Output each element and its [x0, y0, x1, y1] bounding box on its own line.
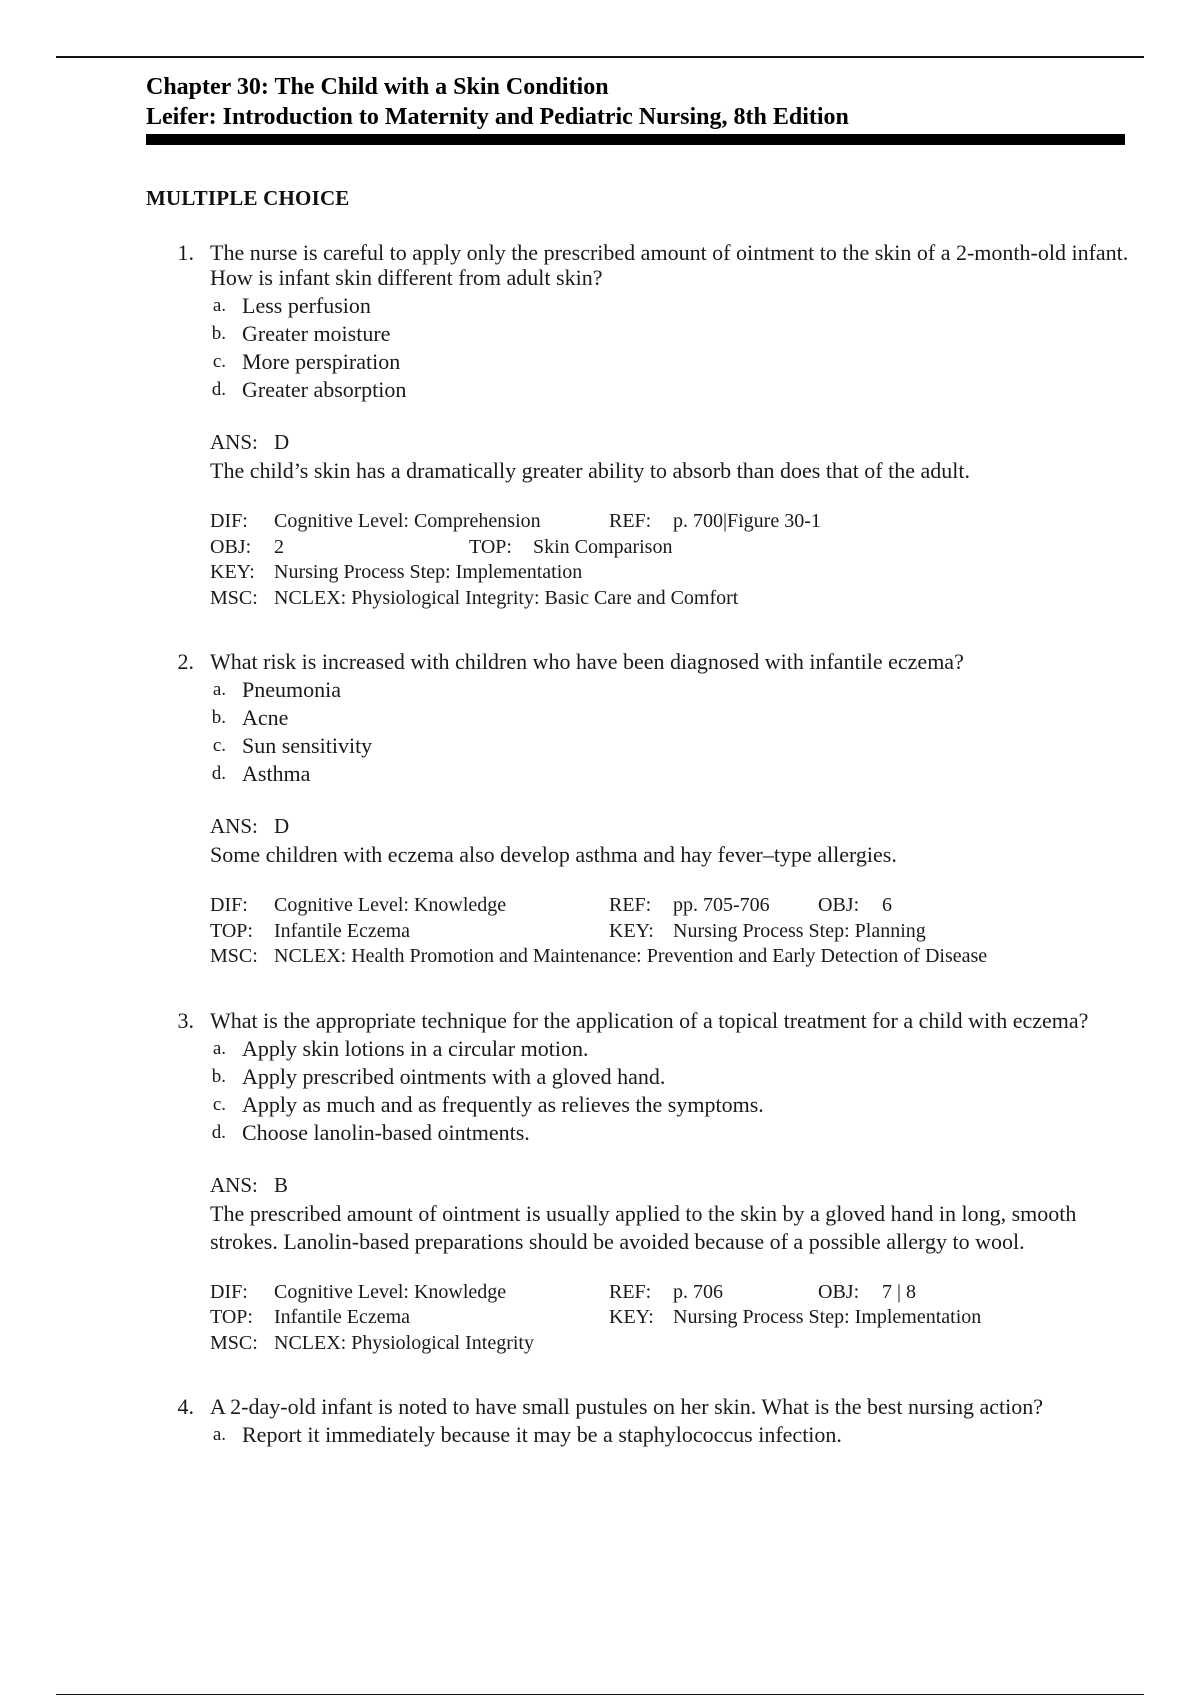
obj-label: OBJ:: [818, 1280, 860, 1303]
option-text: Apply as much and as frequently as relieves the symptoms.: [242, 1091, 764, 1117]
question-3: [146, 1008, 1136, 1357]
option-text: Apply skin lotions in a circular motion.: [242, 1035, 589, 1061]
key-value: Nursing Process Step: Planning: [673, 919, 926, 942]
question-2: [146, 649, 1136, 970]
option-letter: a.: [212, 1424, 226, 1445]
msc-label: MSC:: [210, 1331, 258, 1354]
document-header: [146, 72, 1126, 132]
obj-value: 7 | 8: [882, 1280, 917, 1303]
option-b: [146, 1063, 1136, 1091]
meta-row: [210, 1280, 1136, 1306]
option-text: Pneumonia: [242, 677, 341, 702]
option-a: [146, 676, 1136, 704]
option-c: [146, 1091, 1136, 1119]
answer-key: [210, 1172, 1136, 1199]
dif-value: Cognitive Level: Knowledge: [274, 894, 507, 916]
answer-letter: D: [274, 814, 290, 838]
key-label: KEY:: [609, 1306, 654, 1328]
key-label: KEY:: [609, 919, 654, 942]
option-letter: d.: [211, 763, 226, 784]
answer-block: [210, 813, 1136, 869]
question-text: The nurse is careful to apply only the prescribed amount of ointment to the skin of a 2-month-old infant. How is infant skin different from adult skin?: [210, 240, 1129, 290]
option-letter: d.: [211, 379, 226, 400]
question-metadata: [210, 1280, 1136, 1357]
answer-options: [146, 1035, 1136, 1147]
msc-label: MSC:: [210, 586, 258, 609]
option-a: [146, 292, 1136, 320]
option-letter: c.: [212, 351, 226, 372]
ref-label: REF:: [609, 1280, 652, 1303]
dif-label: DIF:: [210, 1280, 248, 1303]
meta-row: [210, 560, 1136, 586]
top-label: TOP:: [469, 535, 512, 558]
option-text: Report it immediately because it may be a staphylococcus infection.: [242, 1422, 842, 1447]
answer-label: ANS:: [210, 814, 258, 838]
option-letter: a.: [212, 1037, 226, 1059]
top-label: TOP:: [210, 1306, 253, 1328]
key-value: Nursing Process Step: Implementation: [673, 1306, 982, 1328]
meta-row: [210, 586, 1136, 612]
book-title: Leifer: Introduction to Maternity and Pediatric Nursing, 8th Edition: [146, 104, 849, 130]
question-stem: [146, 240, 1136, 290]
ref-value: pp. 705-706: [673, 894, 770, 916]
obj-label: OBJ:: [210, 535, 252, 558]
option-letter: d.: [211, 1121, 226, 1143]
msc-value: NCLEX: Physiological Integrity: [274, 1331, 534, 1354]
question-list: [146, 240, 1136, 1487]
option-b: [146, 704, 1136, 732]
dif-value: Cognitive Level: Knowledge: [274, 1280, 507, 1303]
msc-label: MSC:: [210, 945, 258, 967]
question-text: What is the appropriate technique for the application of a topical treatment for a child with eczema?: [210, 1007, 1089, 1033]
top-label: TOP:: [210, 919, 253, 942]
option-d: [146, 760, 1136, 788]
option-letter: b.: [211, 1065, 226, 1087]
rationale: The prescribed amount of ointment is usually applied to the skin by a gloved hand in long, smooth strokes. Lanolin-based preparations should be avoided because of a possible allergy to wool.: [210, 1200, 1077, 1254]
question-text: What risk is increased with children who have been diagnosed with infantile eczema?: [210, 649, 964, 674]
meta-row: [210, 893, 1136, 919]
answer-options: [146, 1421, 1136, 1449]
answer-options: [146, 676, 1136, 788]
meta-row: [210, 535, 1136, 561]
option-text: More perspiration: [242, 349, 401, 374]
obj-value: 6: [882, 894, 892, 916]
section-heading: MULTIPLE CHOICE: [146, 186, 350, 210]
meta-row: [210, 919, 1136, 945]
ref-value: p. 706: [673, 1280, 723, 1303]
option-letter: c.: [212, 1093, 226, 1115]
option-letter: a.: [212, 679, 226, 700]
meta-row: [210, 509, 1136, 535]
question-metadata: [210, 893, 1136, 970]
rationale: The child’s skin has a dramatically greater ability to absorb than does that of the adult.: [210, 458, 970, 483]
answer-label: ANS:: [210, 430, 258, 454]
dif-label: DIF:: [210, 510, 248, 532]
top-value: Infantile Eczema: [274, 919, 411, 942]
option-a: [146, 1035, 1136, 1063]
ref-label: REF:: [609, 894, 652, 916]
obj-label: OBJ:: [818, 894, 860, 916]
option-a: [146, 1421, 1136, 1449]
answer-key: [210, 429, 1136, 456]
answer-block: [210, 429, 1136, 485]
bottom-page-rule: [56, 1694, 1144, 1695]
dif-value: Cognitive Level: Comprehension: [274, 510, 541, 532]
answer-block: [210, 1172, 1136, 1256]
key-label: KEY:: [210, 561, 255, 583]
option-letter: c.: [212, 735, 226, 756]
option-d: [146, 1119, 1136, 1147]
meta-row: [210, 1305, 1136, 1331]
top-value: Skin Comparison: [533, 535, 673, 558]
top-page-rule: [56, 56, 1144, 58]
rationale: Some children with eczema also develop asthma and hay fever–type allergies.: [210, 842, 897, 867]
option-text: Choose lanolin-based ointments.: [242, 1119, 530, 1145]
ref-label: REF:: [609, 510, 652, 532]
msc-value: NCLEX: Physiological Integrity: Basic Care and Comfort: [274, 586, 739, 609]
question-number: 1.: [177, 240, 194, 265]
ref-value: p. 700|Figure 30-1: [673, 510, 821, 532]
option-letter: a.: [212, 295, 226, 316]
header-divider-bar: [146, 134, 1125, 145]
option-text: Sun sensitivity: [242, 733, 373, 758]
msc-value: NCLEX: Health Promotion and Maintenance: Prevention and Early Detection of Disease: [274, 945, 988, 967]
question-number: 4.: [177, 1394, 194, 1419]
option-text: Asthma: [242, 761, 311, 786]
answer-label: ANS:: [210, 1172, 258, 1197]
option-text: Less perfusion: [242, 293, 371, 318]
meta-row: [210, 1331, 1136, 1357]
option-text: Greater moisture: [242, 321, 391, 346]
question-4: [146, 1394, 1136, 1449]
question-metadata: [210, 509, 1136, 611]
answer-letter: D: [274, 430, 290, 454]
option-d: [146, 376, 1136, 404]
answer-key: [210, 813, 1136, 840]
meta-row: [210, 944, 1136, 970]
question-stem: [146, 1008, 1136, 1033]
option-c: [146, 732, 1136, 760]
option-letter: b.: [211, 323, 226, 344]
option-c: [146, 348, 1136, 376]
option-letter: b.: [211, 707, 226, 728]
option-text: Acne: [242, 705, 289, 730]
question-stem: [146, 1394, 1136, 1419]
top-value: Infantile Eczema: [274, 1306, 411, 1328]
question-number: 2.: [177, 649, 194, 674]
question-stem: [146, 649, 1136, 674]
option-text: Apply prescribed ointments with a gloved hand.: [242, 1063, 666, 1089]
answer-options: [146, 292, 1136, 404]
option-b: [146, 320, 1136, 348]
obj-value: 2: [274, 535, 284, 558]
answer-letter: B: [274, 1172, 289, 1197]
dif-label: DIF:: [210, 894, 248, 916]
key-value: Nursing Process Step: Implementation: [274, 561, 583, 583]
question-number: 3.: [177, 1007, 194, 1033]
question-text: A 2-day-old infant is noted to have small pustules on her skin. What is the best nursing action?: [210, 1394, 1044, 1419]
chapter-title: Chapter 30: The Child with a Skin Condition: [146, 74, 609, 100]
question-1: [146, 240, 1136, 611]
option-text: Greater absorption: [242, 377, 407, 402]
